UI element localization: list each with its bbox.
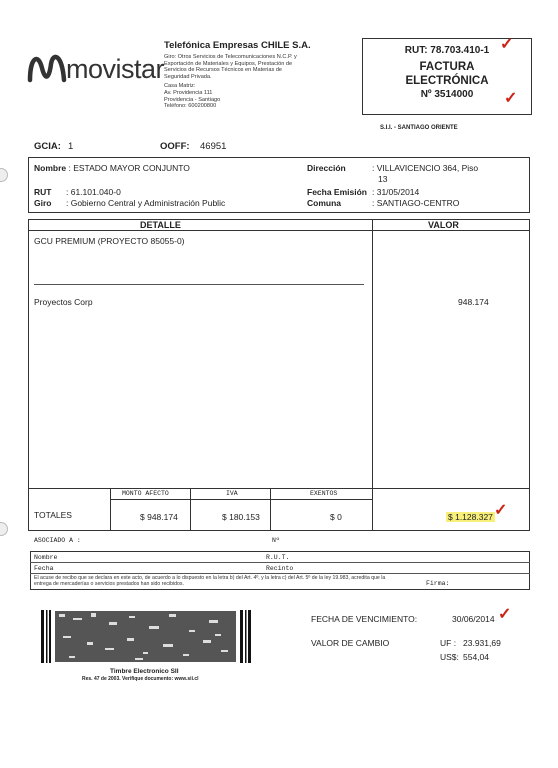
total-value: $ 1.128.327 — [448, 512, 493, 522]
totals-col-2 — [190, 488, 191, 531]
totals-subheader-rule — [110, 499, 372, 500]
business-line-3: Servicios de Recursos Técnicos en Materias de — [164, 67, 283, 74]
doc-type-1: FACTURA — [419, 61, 475, 73]
movistar-m-icon — [26, 50, 68, 84]
nombre-label: Nombre — [34, 163, 67, 173]
check-mark: ✓ — [504, 90, 518, 107]
iva-value: $ 180.153 — [222, 512, 260, 522]
exentos-header: EXENTOS — [310, 490, 338, 497]
nombre-value: : ESTADO MAYOR CONJUNTO — [68, 163, 190, 173]
uf-label: UF : — [440, 638, 457, 648]
gcia-label: GCIA: — [34, 141, 61, 152]
detail-line-2-value: 948.174 — [458, 297, 489, 307]
receipt-rut-label: R.U.T. — [266, 554, 290, 561]
giro-value: : Gobierno Central y Administración Public — [66, 198, 226, 208]
asociado-label: ASOCIADO A : — [34, 537, 81, 544]
punch-hole-top — [0, 168, 8, 182]
gcia-value: 1 — [68, 141, 74, 152]
ooff-label: OOFF: — [160, 141, 190, 152]
business-line-1: Giro: Otros Servicios de Telecomunicaciones N.C.P. y — [164, 54, 297, 60]
address-line-3: Teléfono: 600200800 — [164, 103, 217, 110]
totales-label: TOTALES — [34, 510, 72, 520]
monto-afecto-header: MONTO AFECTO — [122, 490, 169, 497]
valor-header: VALOR — [428, 220, 459, 230]
uf-value: 23.931,69 — [463, 638, 501, 648]
receipt-recinto-label: Recinto — [266, 565, 294, 572]
timbre-resolution: Res. 47 de 2003. Verifique documento: www.sii.cl — [82, 676, 199, 682]
issuer-info — [164, 40, 354, 110]
detail-line-2: Proyectos Corp — [34, 297, 93, 307]
detail-table — [28, 219, 530, 531]
detail-header-rule — [28, 230, 530, 231]
firma-label: Firma: — [426, 580, 450, 587]
cambio-label: VALOR DE CAMBIO — [311, 638, 390, 648]
rut-label: RUT — [34, 187, 52, 197]
punch-hole-bottom — [0, 522, 8, 536]
address-line-1: Av. Providencia 111 — [164, 89, 213, 96]
giro-label: Giro — [34, 198, 52, 208]
rut-value: : 61.101.040-0 — [66, 187, 121, 197]
issuer-logo — [26, 48, 165, 88]
direccion-value: : VILLAVICENCIO 364, Piso — [372, 163, 479, 173]
receipt-fecha-label: Fecha — [34, 565, 54, 572]
detail-underline — [34, 284, 364, 285]
address-line-2: Providencia - Santiago — [164, 96, 221, 103]
exentos-value: $ 0 — [330, 512, 342, 522]
direccion-label: Dirección — [307, 163, 346, 173]
receipt-rule-2 — [30, 573, 530, 574]
customer-fields — [34, 163, 190, 173]
comuna-label: Comuna — [307, 198, 341, 208]
pdf417-barcode-icon — [39, 608, 254, 665]
issuer-name: Telefónica Empresas CHILE S.A. — [164, 40, 311, 51]
totals-rule — [28, 488, 530, 489]
doc-number: Nº 3514000 — [420, 89, 474, 100]
business-line-4: Seguridad Privada. — [164, 73, 212, 80]
receipt-rule-1 — [30, 562, 530, 563]
check-mark: ✓ — [494, 502, 508, 519]
totals-col-4 — [372, 488, 373, 531]
detalle-header: DETALLE — [140, 220, 181, 230]
vencimiento-label: FECHA DE VENCIMIENTO: — [311, 614, 418, 624]
monto-afecto-value: $ 948.174 — [140, 512, 178, 522]
ooff-value: 46951 — [200, 141, 227, 152]
receipt-nombre-label: Nombre — [34, 554, 58, 561]
sii-office: S.I.I. - SANTIAGO ORIENTE — [380, 125, 458, 131]
usd-label: US$: — [440, 652, 459, 662]
timbre-barcode — [39, 608, 254, 665]
valor-column-rule — [372, 219, 373, 531]
comuna-value: : SANTIAGO-CENTRO — [372, 198, 460, 208]
fecha-emision-label: Fecha Emisión — [307, 187, 367, 197]
address-title: Casa Matriz: — [164, 83, 196, 90]
vencimiento-value: 30/06/2014 — [452, 614, 495, 624]
direccion-value-2: 13 — [378, 174, 388, 184]
check-mark: ✓ — [498, 606, 512, 623]
totals-col-1 — [110, 488, 111, 531]
totals-col-3 — [270, 488, 271, 531]
doc-rut: RUT: 78.703.410-1 — [404, 45, 490, 56]
logo-wordmark: movistar — [66, 54, 165, 84]
doc-type-2: ELECTRÓNICA — [405, 75, 489, 87]
timbre-caption: Timbre Electronico SII — [110, 668, 179, 675]
receipt-legal-text: El acuse de recibo que se declara en este acto, de acuerdo a lo dispuesto en la letra b) del Art. 4º, y la letra c) del Art. 5º de la ley 19.983, acredita que la entrega de mercaderías o servicios prestados han sido recibidos. — [34, 575, 386, 587]
business-line-2: Exportación de Materiales y Equipos, Prestación de — [164, 60, 293, 67]
usd-value: 554,04 — [463, 652, 489, 662]
fecha-emision-value: : 31/05/2014 — [372, 187, 420, 197]
detail-line-1: GCU PREMIUM (PROYECTO 85055-0) — [34, 236, 185, 246]
numero-label: Nº — [272, 537, 280, 544]
check-mark: ✓ — [500, 36, 514, 53]
iva-header: IVA — [226, 490, 238, 497]
